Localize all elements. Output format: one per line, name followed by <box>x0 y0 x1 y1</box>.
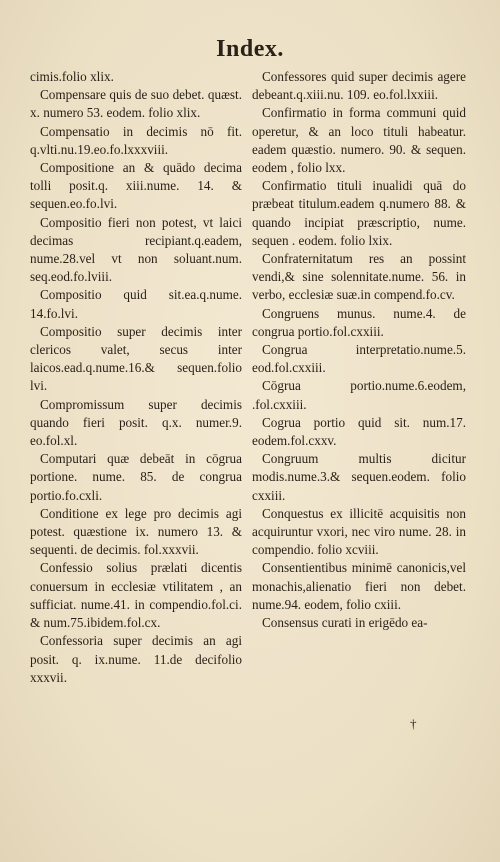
dagger-mark: † <box>410 716 417 731</box>
index-entry: Cogrua portio quid sit. num.17. eodem.fol.cxxv. <box>252 414 466 449</box>
index-entry: Congruum multis dicitur modis.nume.3.& sequen.eodem. folio cxxiii. <box>252 451 466 503</box>
index-entry: Compensare quis de suo debet. quæst. x. numero 53. eodem. folio xlix. <box>30 87 242 121</box>
index-entry: Compositione an & quādo decima tolli posit.q. xiii.nume. 14. & sequen.eo.fo.lvi. <box>30 160 242 212</box>
index-entry: Congruens munus. nume.4. de congrua portio.fol.cxxiii. <box>252 305 466 339</box>
page-title: Index. <box>216 36 284 62</box>
index-entry: Confessio solius prælati dicentis conuersum in ecclesiæ vtilitatem , an sufficiat. nume.41. in compendio.fol.ci. & num.75.ibidem.fol.cx. <box>30 560 242 631</box>
index-entry: Confraternitatum res an possint vendi,& sine solennitate.nume. 56. in verbo, ecclesiæ suæ.in compend.fo.cv. <box>252 251 466 303</box>
index-entry: Compositio fieri non potest, vt laici decimas recipiant.q.eadem, nume.28.vel vt non soluant.num. seq.eod.fo.lviii. <box>30 214 242 285</box>
index-entry: Compensatio in decimis nō fit. q.vlti.nu.19.eo.fo.lxxxviii. <box>30 123 242 157</box>
index-entry: cimis.folio xlix. <box>30 69 114 84</box>
index-entry: Compositio quid sit.ea.q.nume. 14.fo.lvi. <box>30 287 242 321</box>
index-entry: Confessores quid super decimis agere debeant.q.xiii.nu. 109. eo.fol.lxxiii. <box>252 69 466 103</box>
index-entry: Congrua interpretatio.nume.5. eod.fol.cxxiii. <box>252 342 466 376</box>
index-entry: Computari quæ debeāt in cōgrua portione. nume. 85. de congrua portio.fo.cxli. <box>30 451 242 503</box>
index-entry: Cōgrua portio.nume.6.eodem, .fol.cxxiii. <box>252 378 466 412</box>
index-entry: Confessoria super decimis an agi posit. q. ix.nume. 11.de decifolio xxxvii. <box>30 633 242 685</box>
index-entry: Conquestus ex illicitē acquisitis non acquiruntur vxori, nec viro nume. 28. in compendio. folio xcviii. <box>252 505 466 558</box>
index-entry: Compositio super decimis inter clericos valet, secus inter laicos.ead.q.nume.16.& sequen.folio lvi. <box>30 323 242 394</box>
index-entry: Consensus curati in erigēdo ea- <box>262 615 428 631</box>
index-column-left <box>30 68 242 687</box>
index-column-right <box>252 68 466 632</box>
index-entry: Conditione ex lege pro decimis agi potest. quæstione ix. numero 13. & sequenti. de decimis. fol.xxxvii. <box>30 505 242 558</box>
index-entry: Confirmatio in forma communi quid operetur, & an loco tituli habeatur. eadem quæstio. numero. 90. & sequen. eodem , folio lxx. <box>252 105 466 176</box>
index-entry: Consentientibus minimē canonicis,vel monachis,alienatio fieri non debet. nume.94. eodem, folio cxiii. <box>252 560 466 612</box>
index-entry: Compromissum super decimis quando fieri posit. q.x. numer.9. eo.fol.xl. <box>30 396 242 449</box>
index-entry: Confirmatio tituli inualidi quā do præbeat titulum.eadem q.numero 88. & quando incipiat præscriptio, nume. sequen . eodem. folio lxix. <box>252 178 466 248</box>
